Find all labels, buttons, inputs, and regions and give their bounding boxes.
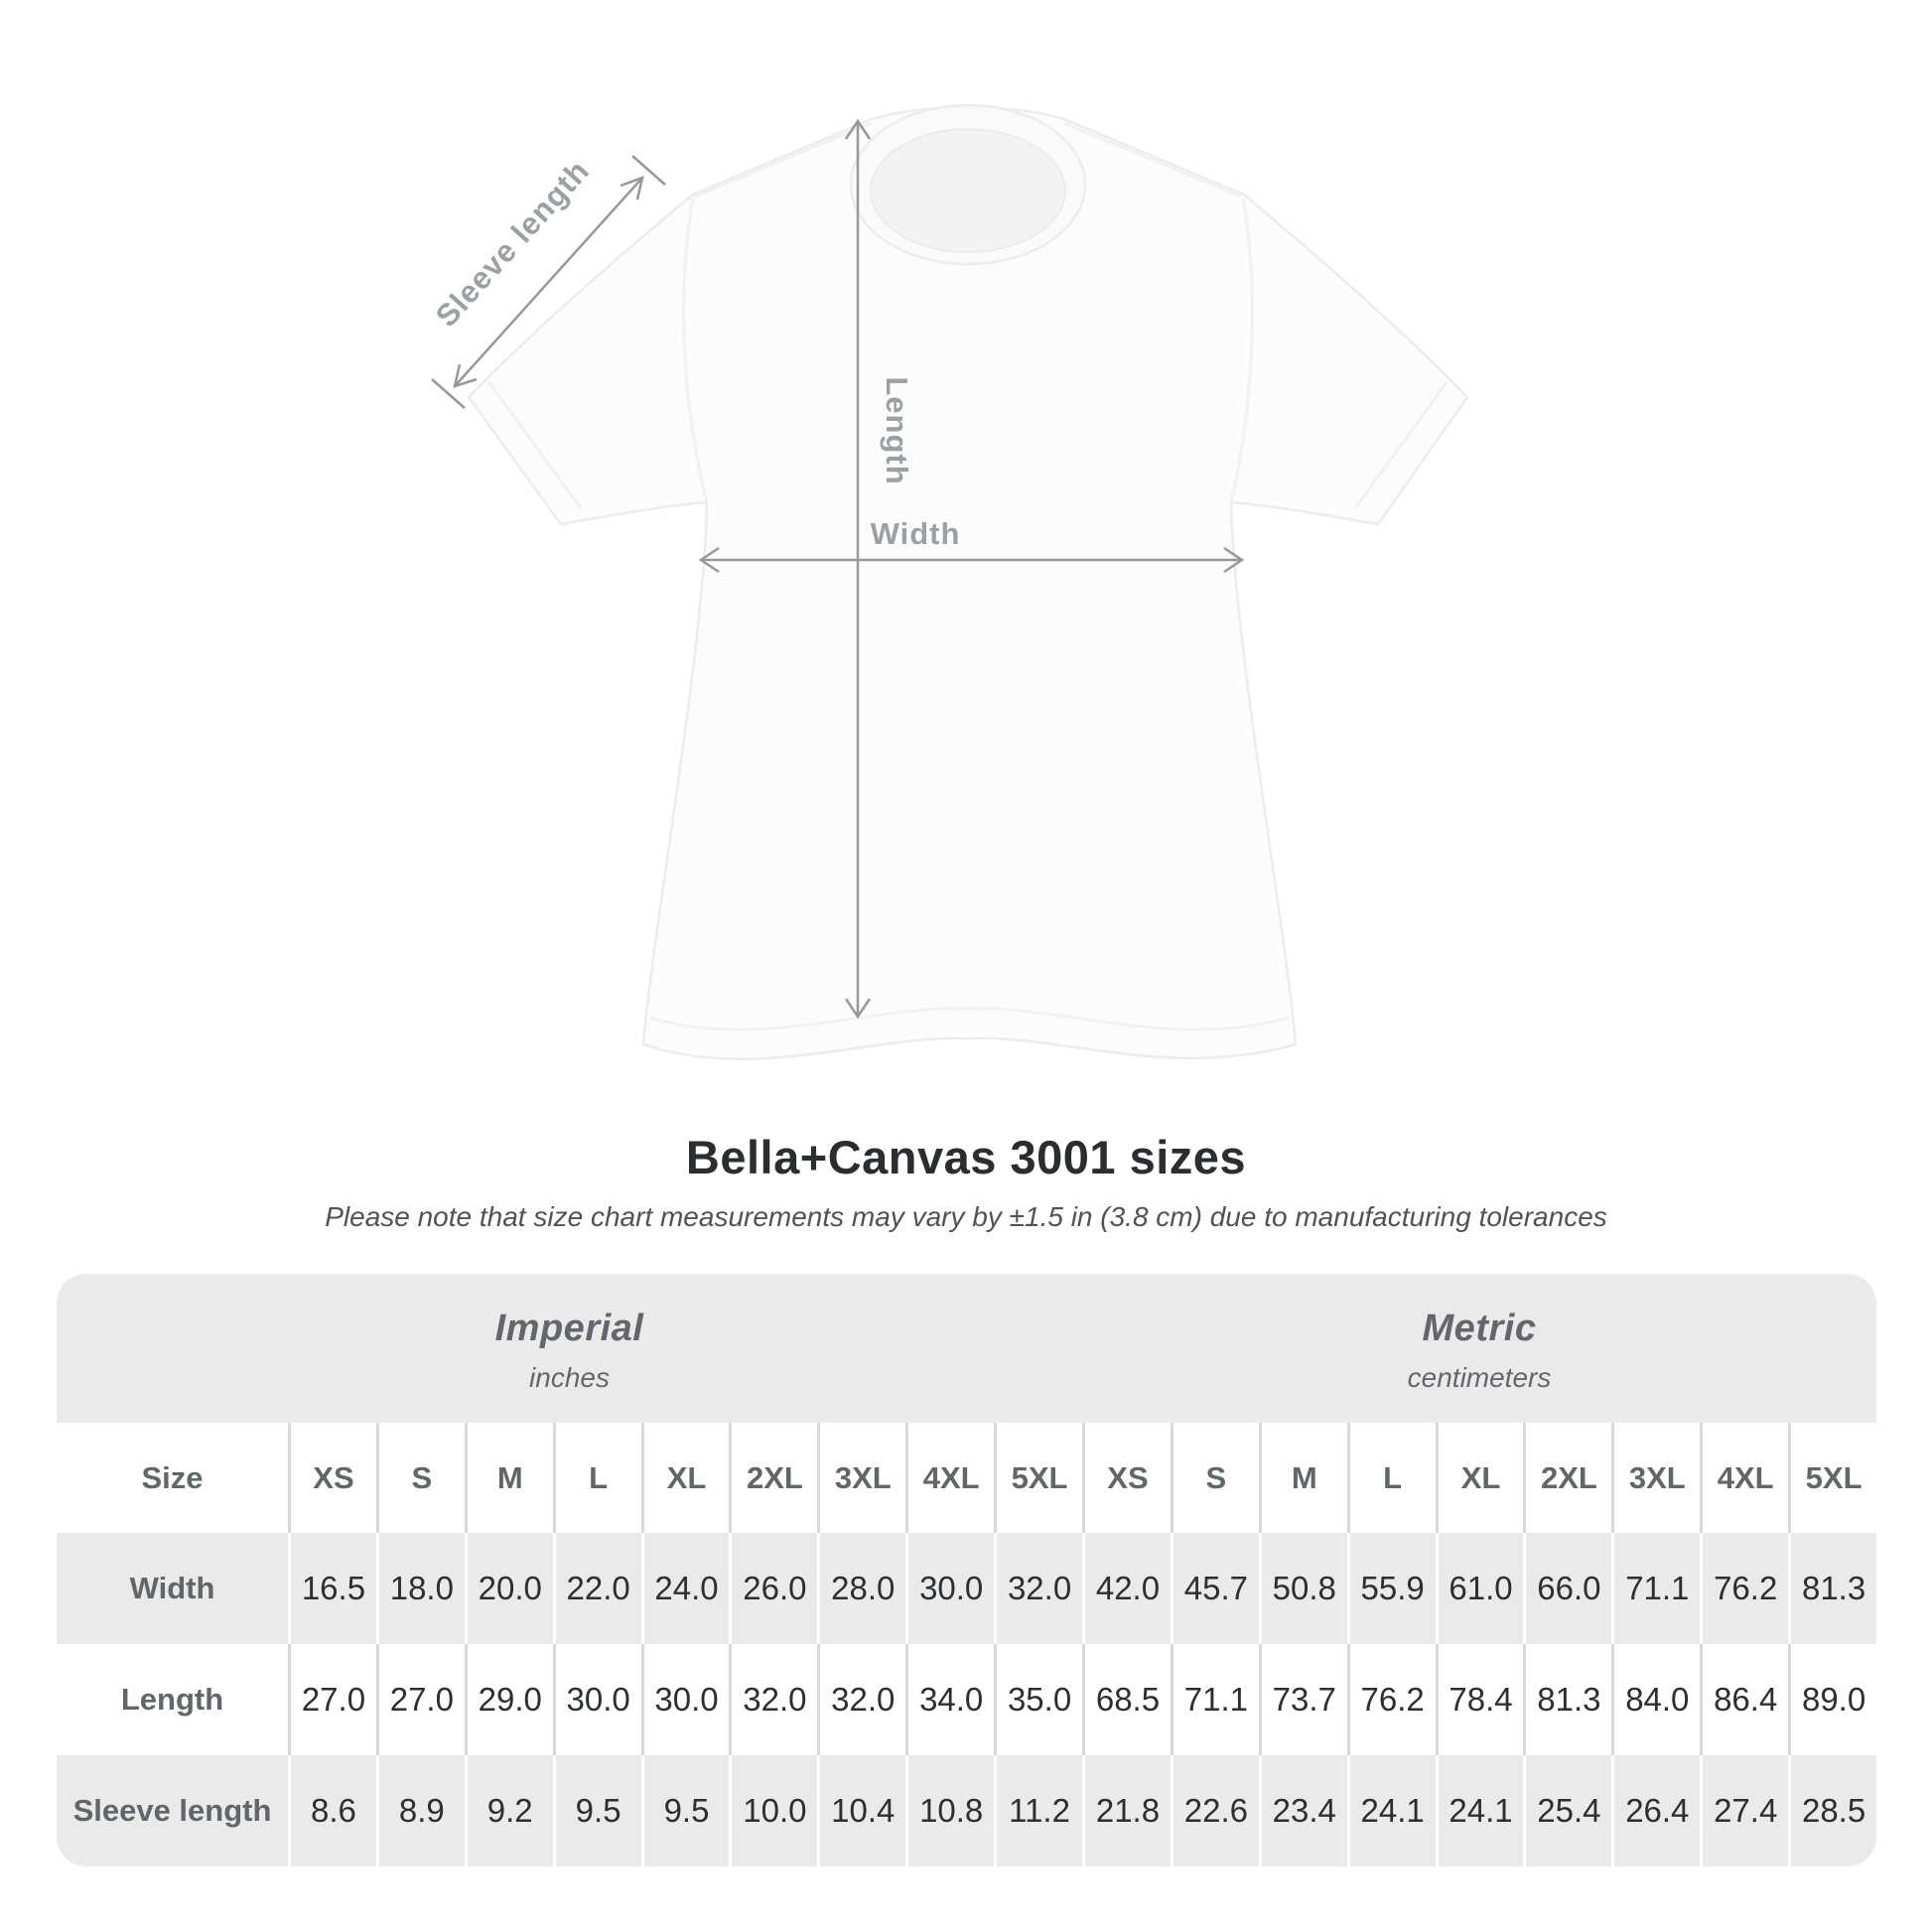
value-cell: 10.4 bbox=[817, 1755, 905, 1866]
sleeve-length-label: Sleeve length bbox=[428, 153, 597, 334]
value-cell: 81.3 bbox=[1788, 1533, 1876, 1644]
size-cell: XS bbox=[1082, 1423, 1171, 1533]
size-column-label: Size bbox=[141, 1459, 204, 1495]
size-cell: 4XL bbox=[905, 1423, 994, 1533]
size-cell: 2XL bbox=[729, 1423, 817, 1533]
value-cell: 30.0 bbox=[905, 1533, 994, 1644]
value-cell: 68.5 bbox=[1082, 1644, 1171, 1755]
value-cell: 89.0 bbox=[1788, 1644, 1876, 1755]
value-cell: 73.7 bbox=[1259, 1644, 1347, 1755]
value-cell: 8.6 bbox=[288, 1755, 376, 1866]
value-cell: 21.8 bbox=[1082, 1755, 1171, 1866]
value-cell: 27.0 bbox=[288, 1644, 376, 1755]
table-row bbox=[57, 1533, 1876, 1644]
metric-title: Metric bbox=[1422, 1307, 1537, 1349]
value-cell: 23.4 bbox=[1259, 1755, 1347, 1866]
units-header bbox=[57, 1274, 1876, 1423]
size-cell: S bbox=[1171, 1423, 1259, 1533]
imperial-header bbox=[57, 1274, 1082, 1423]
value-cell: 24.1 bbox=[1436, 1755, 1524, 1866]
size-cell: 5XL bbox=[994, 1423, 1082, 1533]
row-label: Length bbox=[120, 1682, 224, 1717]
collar-opening bbox=[871, 129, 1065, 252]
value-cell: 27.0 bbox=[376, 1644, 465, 1755]
tolerance-note: Please note that size chart measurements may vary by ±1.5 in (3.8 cm) due to manufacturing tolerances bbox=[325, 1201, 1607, 1232]
imperial-title: Imperial bbox=[494, 1307, 644, 1349]
value-cell: 71.1 bbox=[1611, 1533, 1700, 1644]
value-cell: 34.0 bbox=[905, 1644, 994, 1755]
value-cell: 10.8 bbox=[905, 1755, 994, 1866]
value-cell: 78.4 bbox=[1436, 1644, 1524, 1755]
value-cell: 27.4 bbox=[1700, 1755, 1788, 1866]
value-cell: 22.0 bbox=[553, 1533, 641, 1644]
value-cell: 9.2 bbox=[465, 1755, 553, 1866]
tshirt-illustration bbox=[328, 60, 1499, 1112]
table-row bbox=[57, 1644, 1876, 1755]
size-header-row bbox=[57, 1423, 1876, 1533]
value-cell: 55.9 bbox=[1347, 1533, 1436, 1644]
value-cell: 30.0 bbox=[641, 1644, 730, 1755]
size-cell: M bbox=[1259, 1423, 1347, 1533]
value-cell: 45.7 bbox=[1171, 1533, 1259, 1644]
size-cell: 2XL bbox=[1523, 1423, 1611, 1533]
value-cell: 26.0 bbox=[729, 1533, 817, 1644]
row-label: Width bbox=[129, 1571, 215, 1605]
width-label: Width bbox=[870, 516, 961, 551]
value-cell: 86.4 bbox=[1700, 1644, 1788, 1755]
size-cell: 5XL bbox=[1788, 1423, 1876, 1533]
value-cell: 24.0 bbox=[641, 1533, 730, 1644]
value-cell: 42.0 bbox=[1082, 1533, 1171, 1644]
value-cell: 71.1 bbox=[1171, 1644, 1259, 1755]
value-cell: 32.0 bbox=[994, 1533, 1082, 1644]
value-cell: 76.2 bbox=[1700, 1533, 1788, 1644]
size-cell: XL bbox=[1436, 1423, 1524, 1533]
size-cell: XS bbox=[288, 1423, 376, 1533]
value-cell: 29.0 bbox=[465, 1644, 553, 1755]
value-cell: 76.2 bbox=[1347, 1644, 1436, 1755]
value-cell: 20.0 bbox=[465, 1533, 553, 1644]
value-cell: 26.4 bbox=[1611, 1755, 1700, 1866]
value-cell: 28.0 bbox=[817, 1533, 905, 1644]
imperial-unit: inches bbox=[529, 1361, 610, 1393]
size-cell: L bbox=[553, 1423, 641, 1533]
value-cell: 30.0 bbox=[553, 1644, 641, 1755]
value-cell: 10.0 bbox=[729, 1755, 817, 1866]
value-cell: 84.0 bbox=[1611, 1644, 1700, 1755]
value-cell: 50.8 bbox=[1259, 1533, 1347, 1644]
size-table bbox=[57, 1274, 1876, 1866]
size-cell: L bbox=[1347, 1423, 1436, 1533]
value-cell: 24.1 bbox=[1347, 1755, 1436, 1866]
size-cell: S bbox=[376, 1423, 465, 1533]
value-cell: 8.9 bbox=[376, 1755, 465, 1866]
value-cell: 9.5 bbox=[553, 1755, 641, 1866]
value-cell: 32.0 bbox=[817, 1644, 905, 1755]
value-cell: 32.0 bbox=[729, 1644, 817, 1755]
size-cell: 3XL bbox=[817, 1423, 905, 1533]
size-cell: 4XL bbox=[1700, 1423, 1788, 1533]
table-row bbox=[57, 1755, 1876, 1866]
value-cell: 18.0 bbox=[376, 1533, 465, 1644]
size-cell: XL bbox=[641, 1423, 730, 1533]
value-cell: 9.5 bbox=[641, 1755, 730, 1866]
size-cell: 3XL bbox=[1611, 1423, 1700, 1533]
value-cell: 11.2 bbox=[994, 1755, 1082, 1866]
value-cell: 35.0 bbox=[994, 1644, 1082, 1755]
value-cell: 22.6 bbox=[1171, 1755, 1259, 1866]
value-cell: 16.5 bbox=[288, 1533, 376, 1644]
value-cell: 61.0 bbox=[1436, 1533, 1524, 1644]
value-cell: 81.3 bbox=[1523, 1644, 1611, 1755]
value-cell: 28.5 bbox=[1788, 1755, 1876, 1866]
row-label: Sleeve length bbox=[72, 1793, 272, 1828]
value-cell: 66.0 bbox=[1523, 1533, 1611, 1644]
tshirt-measurement-diagram bbox=[328, 60, 1499, 1112]
value-cell: 25.4 bbox=[1523, 1755, 1611, 1866]
page-title: Bella+Canvas 3001 sizes bbox=[685, 1131, 1247, 1183]
metric-unit: centimeters bbox=[1407, 1361, 1552, 1393]
size-cell: M bbox=[465, 1423, 553, 1533]
length-label: Length bbox=[880, 376, 914, 485]
metric-header bbox=[1082, 1274, 1876, 1423]
